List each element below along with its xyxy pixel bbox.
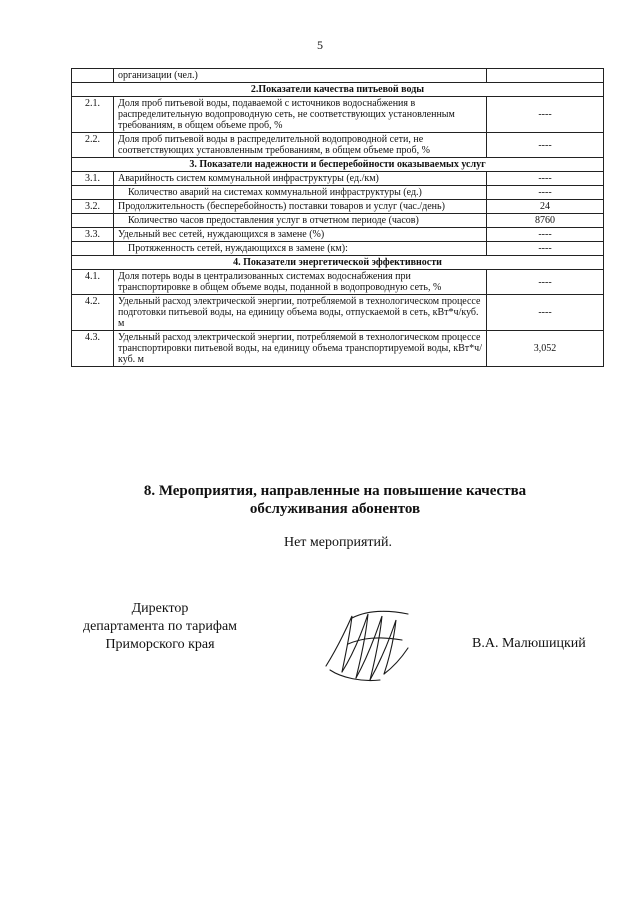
handwritten-signature — [322, 604, 414, 686]
section-title: 4. Показатели энергетической эффективности — [72, 256, 604, 270]
row-number — [72, 214, 114, 228]
row-name: Удельный вес сетей, нуждающихся в замене (%) — [114, 228, 487, 242]
row-value: ---- — [487, 228, 604, 242]
table-row — [72, 270, 604, 295]
table-row — [72, 331, 604, 367]
row-number: 4.3. — [72, 331, 114, 367]
table-row — [72, 97, 604, 133]
row-name: Удельный расход электрической энергии, потребляемой в технологическом процессе подготовки питьевой воды, на единицу объема воды, отпускаемой в сеть, кВт*ч/куб. м — [114, 295, 487, 331]
section-header-row — [72, 256, 604, 270]
row-name: организации (чел.) — [114, 69, 487, 83]
row-name: Протяженность сетей, нуждающихся в замене (км): — [114, 242, 487, 256]
row-value — [487, 69, 604, 83]
table-row — [72, 295, 604, 331]
table-row — [72, 69, 604, 83]
section-title: 2.Показатели качества питьевой воды — [72, 83, 604, 97]
signer-title: Директор департамента по тарифам Приморского края — [82, 601, 238, 652]
table-row — [72, 133, 604, 158]
row-value: ---- — [487, 242, 604, 256]
page-number: 5 — [317, 38, 323, 52]
row-value: ---- — [487, 295, 604, 331]
row-value: 8760 — [487, 214, 604, 228]
section-8-heading: 8. Мероприятия, направленные на повышение качества обслуживания абонентов — [143, 483, 527, 517]
row-name: Количество аварий на системах коммунальной инфраструктуры (ед.) — [114, 186, 487, 200]
row-number: 2.1. — [72, 97, 114, 133]
row-value: ---- — [487, 172, 604, 186]
row-number: 3.2. — [72, 200, 114, 214]
section-title: 3. Показатели надежности и бесперебойности оказываемых услуг — [72, 158, 604, 172]
row-value: ---- — [487, 97, 604, 133]
section-header-row — [72, 158, 604, 172]
row-name: Аварийность систем коммунальной инфраструктуры (ед./км) — [114, 172, 487, 186]
indicators-table — [71, 68, 604, 367]
row-name: Количество часов предоставления услуг в отчетном периоде (часов) — [114, 214, 487, 228]
row-number — [72, 242, 114, 256]
row-name: Доля проб питьевой воды в распределительной водопроводной сети, не соответствующих установленным требованиям, в общем объеме проб, % — [114, 133, 487, 158]
signer-name: В.А. Малюшицкий — [472, 636, 586, 651]
table-row — [72, 214, 604, 228]
row-value: 3,052 — [487, 331, 604, 367]
table-row — [72, 186, 604, 200]
no-events-text: Нет мероприятий. — [283, 535, 393, 550]
row-number: 4.2. — [72, 295, 114, 331]
row-number: 3.1. — [72, 172, 114, 186]
section-header-row — [72, 83, 604, 97]
table-row — [72, 172, 604, 186]
row-value: ---- — [487, 270, 604, 295]
row-value: 24 — [487, 200, 604, 214]
table-row — [72, 242, 604, 256]
row-name: Доля проб питьевой воды, подаваемой с источников водоснабжения в распределительную водопроводную сеть, не соответствующих установленным требованиям, в общем объеме проб, % — [114, 97, 487, 133]
table-row — [72, 200, 604, 214]
row-value: ---- — [487, 133, 604, 158]
row-number: 4.1. — [72, 270, 114, 295]
row-name: Удельный расход электрической энергии, потребляемой в технологическом процессе транспортировки питьевой воды, на единицу объема транспортируемой воды, кВт*ч/куб. м — [114, 331, 487, 367]
table-row — [72, 228, 604, 242]
row-number — [72, 186, 114, 200]
row-number: 3.3. — [72, 228, 114, 242]
row-value: ---- — [487, 186, 604, 200]
row-name: Доля потерь воды в централизованных системах водоснабжения при транспортировке в общем объеме воды, поданной в водопроводную сеть, % — [114, 270, 487, 295]
row-number: 2.2. — [72, 133, 114, 158]
row-name: Продолжительность (бесперебойность) поставки товаров и услуг (час./день) — [114, 200, 487, 214]
